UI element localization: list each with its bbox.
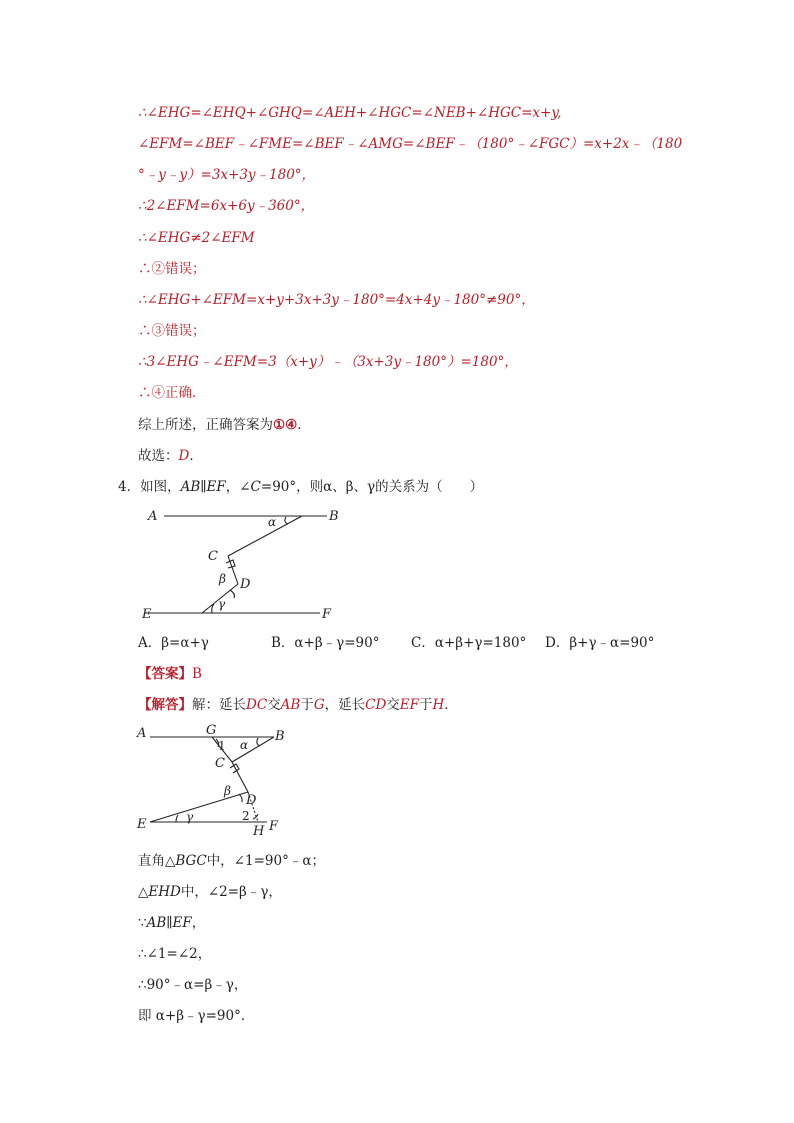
- question-text-prefix: 如图，: [140, 479, 181, 495]
- question-number: 4．: [118, 479, 141, 495]
- solution-text-g: ．: [444, 697, 458, 713]
- fig1-label-beta: β: [219, 572, 226, 586]
- answer-line: [138, 665, 202, 683]
- fig2-label-f: F: [269, 819, 279, 834]
- solution-text-c: 于: [300, 697, 314, 713]
- option-b-text: α+β﹣γ=90°: [294, 635, 380, 651]
- solution-h: H: [432, 697, 445, 713]
- summary-answer: ①④: [273, 417, 298, 433]
- fig2-label-a: A: [137, 726, 147, 741]
- option-c[interactable]: [411, 634, 526, 652]
- step-3-pre: ∵: [138, 915, 147, 931]
- step-1-it: BGC: [175, 853, 207, 869]
- question-c: C: [250, 479, 261, 495]
- option-a-letter: A．: [138, 635, 162, 651]
- option-c-text: α+β+γ=180°: [434, 635, 527, 651]
- fig1-label-e: E: [142, 607, 152, 621]
- step-3-it: AB∥EF: [146, 915, 192, 931]
- fig2-label-b: B: [275, 729, 285, 744]
- solution-g: G: [313, 697, 325, 713]
- fig2-label-h: H: [253, 824, 265, 839]
- step-6: [138, 1007, 254, 1025]
- fig2-label-e: E: [137, 817, 147, 832]
- proof-line-6: ∴②错误；: [138, 261, 206, 277]
- fig1-label-a: A: [148, 509, 158, 524]
- fig1-label-alpha: α: [268, 515, 277, 529]
- options-row: [138, 634, 698, 652]
- choice-suffix: ．: [189, 448, 203, 464]
- proof-line-2: ∠EFM=∠BEF﹣∠FME=∠BEF﹣∠AMG=∠BEF﹣（180°﹣∠FGC）=x+2x﹣（180: [138, 136, 683, 152]
- solution-line: [138, 696, 458, 714]
- summary-prefix: 综上所述，正确答案为: [138, 417, 273, 433]
- option-d-text: β+γ﹣α=90°: [569, 635, 655, 651]
- fig2-label-alpha: α: [240, 738, 249, 752]
- figure-2: [136, 722, 296, 842]
- option-c-letter: C．: [411, 635, 435, 651]
- proof-line-8: ∴③错误；: [138, 323, 206, 339]
- segment-de: [150, 792, 248, 822]
- option-d[interactable]: [545, 634, 654, 652]
- fig1-label-c: C: [208, 549, 218, 564]
- option-a[interactable]: [138, 634, 209, 652]
- fig2-label-d: D: [246, 793, 257, 808]
- choice-line: [138, 447, 203, 465]
- fig2-label-2: 2: [242, 809, 250, 823]
- solution-text-e: 交: [386, 697, 400, 713]
- fig1-label-f: F: [322, 607, 332, 621]
- fig2-label-g: G: [206, 723, 217, 738]
- answer-label: 【答案】: [138, 666, 192, 682]
- step-3-post: ，: [191, 915, 206, 931]
- fig2-label-gamma: γ: [186, 810, 194, 824]
- proof-line-5: ∴∠EHG≠2∠EFM: [138, 230, 255, 246]
- solution-dc: DC: [246, 697, 268, 713]
- proof-line-4: ∴2∠EFM=6x+6y﹣360°，: [138, 198, 315, 214]
- solution-text-b: 交: [267, 697, 281, 713]
- alpha-arc-2: [257, 738, 260, 746]
- summary-suffix: ．: [297, 417, 311, 433]
- summary-line: [138, 416, 311, 434]
- solution-ef: EF: [399, 697, 420, 713]
- step-1-pre: 直角△: [138, 853, 176, 869]
- answer-value: B: [192, 666, 202, 682]
- solution-ab: AB: [280, 697, 301, 713]
- option-a-text: β=α+γ: [161, 635, 209, 651]
- step-2-post: 中，∠2=β﹣γ，: [180, 884, 282, 900]
- choice-answer: D: [178, 448, 190, 464]
- solution-text-f: 于: [419, 697, 433, 713]
- step-5: [138, 976, 247, 994]
- step-6-pre: 即 α+β﹣γ=90°．: [138, 1008, 255, 1024]
- option-b[interactable]: [271, 634, 379, 652]
- fig2-label-1: 1: [218, 739, 226, 753]
- question-text-mid: ，∠: [225, 479, 251, 495]
- alpha-arc: [285, 517, 288, 524]
- option-b-letter: B．: [271, 635, 295, 651]
- proof-line-1: ∴∠EHG=∠EHQ+∠GHQ=∠AEH+∠HGC=∠NEB+∠HGC=x+y,: [138, 105, 562, 121]
- question-text-suffix: =90°，则α、β、γ的关系为（ ）: [260, 479, 484, 495]
- step-4-pre: ∴∠1=∠2，: [138, 946, 212, 962]
- beta-arc-2: [239, 794, 242, 802]
- step-3: [138, 914, 205, 932]
- beta-arc: [230, 590, 235, 598]
- step-2: [138, 883, 282, 901]
- step-1-post: 中，∠1=90°﹣α；: [206, 853, 325, 869]
- step-4: [138, 945, 211, 963]
- step-2-it: EHD: [148, 884, 181, 900]
- solution-cd: CD: [365, 697, 387, 713]
- solution-label: 【解答】: [138, 697, 192, 713]
- step-1: [138, 852, 325, 870]
- choice-prefix: 故选：: [138, 448, 179, 464]
- question-4: [118, 478, 483, 496]
- fig1-label-b: B: [329, 509, 339, 524]
- fig2-label-c: C: [215, 756, 225, 771]
- solution-text-a: 解：延长: [192, 697, 246, 713]
- segment-bc: [232, 737, 274, 762]
- step-5-pre: ∴90°﹣α=β﹣γ，: [138, 977, 248, 993]
- fig2-label-beta: β: [224, 784, 231, 798]
- proof-line-10: ∴④正确．: [138, 385, 206, 401]
- question-ab-ef: AB∥EF: [180, 479, 226, 495]
- step-2-pre: △: [138, 884, 149, 900]
- fig1-label-d: D: [240, 577, 251, 592]
- segment-bc: [228, 516, 302, 556]
- gamma-arc-2: [176, 815, 178, 822]
- proof-line-7: ∴∠EHG+∠EFM=x+y+3x+3y﹣180°=4x+4y﹣180°≠90°，: [138, 292, 535, 308]
- segment-cd: [232, 762, 248, 792]
- angle-2-arc: [253, 814, 258, 819]
- solution-text-d: ，延长: [324, 697, 366, 713]
- proof-line-3: °﹣y﹣y）=3x+3y﹣180°，: [138, 167, 316, 183]
- option-d-letter: D．: [545, 635, 570, 651]
- fig1-label-gamma: γ: [218, 597, 226, 611]
- figure-1: [140, 506, 360, 621]
- proof-line-9: ∴3∠EHG﹣∠EFM=3（x+y）﹣（3x+3y﹣180°）=180°，: [138, 354, 518, 370]
